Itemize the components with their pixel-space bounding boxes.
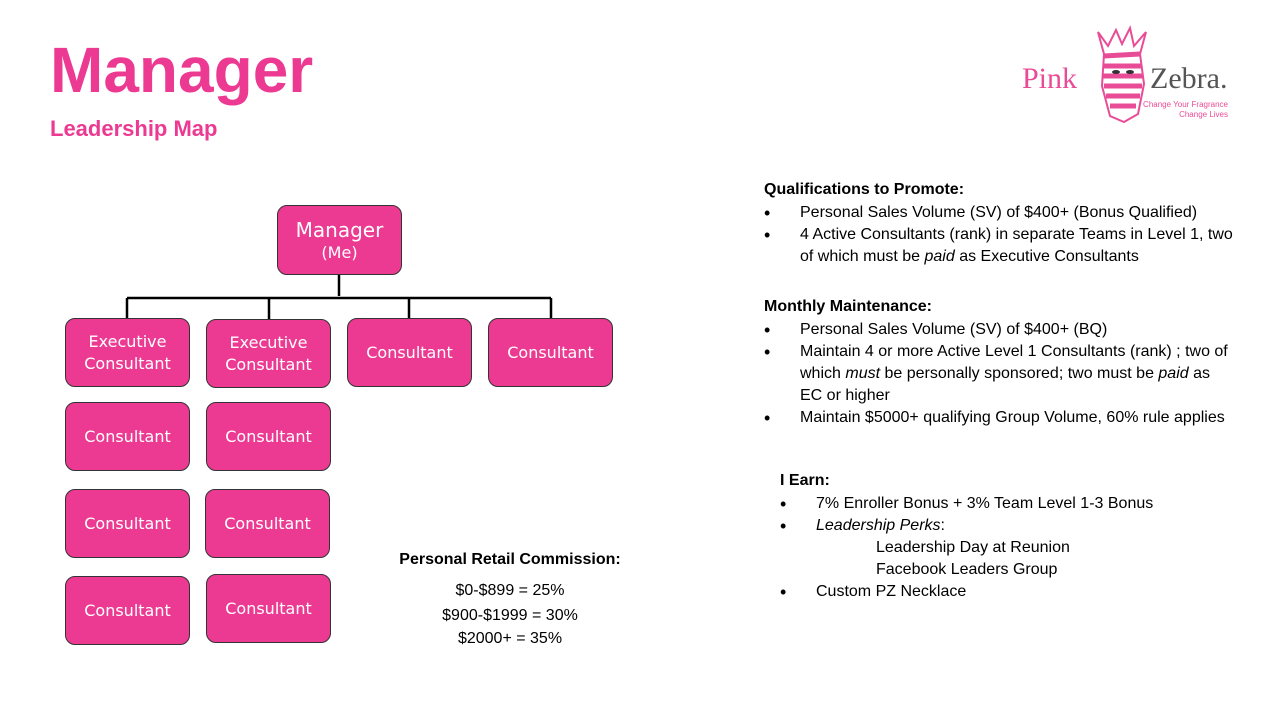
org-box-consultant bbox=[206, 402, 331, 471]
org-box-sublabel: (Me) bbox=[321, 243, 358, 262]
list-item: • Leadership Perks: Leadership Day at Reunion Facebook Leaders Group bbox=[780, 515, 1240, 581]
page-subtitle: Leadership Map bbox=[50, 116, 218, 141]
org-box-label: Consultant bbox=[84, 513, 171, 533]
org-box-label: Consultant bbox=[84, 426, 171, 446]
qualifications-title: Qualifications to Promote: bbox=[764, 181, 965, 198]
org-chart-connectors bbox=[0, 0, 700, 360]
org-box-consultant bbox=[488, 318, 613, 387]
org-box-consultant bbox=[347, 318, 472, 387]
org-box-consultant bbox=[206, 574, 331, 643]
org-box-consultant bbox=[65, 576, 190, 645]
org-box-manager bbox=[277, 205, 402, 275]
logo-word-zebra: Zebra. bbox=[1150, 62, 1228, 95]
org-box-label: Consultant bbox=[225, 598, 312, 618]
org-box-label: Executive Consultant bbox=[225, 332, 312, 374]
org-box-label: Consultant bbox=[224, 513, 311, 533]
list-item: • 7% Enroller Bonus + 3% Team Level 1-3 Bonus bbox=[780, 493, 1240, 515]
earn-title: I Earn: bbox=[780, 472, 830, 489]
maintenance-list bbox=[764, 319, 1234, 429]
logo-tagline-1: Change Your Fragrance bbox=[1143, 100, 1228, 109]
zebra-head-icon bbox=[1088, 24, 1158, 124]
org-box-label: Consultant bbox=[84, 600, 171, 620]
qualifications-list bbox=[764, 202, 1234, 268]
org-box-consultant bbox=[205, 489, 330, 558]
org-box-consultant bbox=[65, 402, 190, 471]
commission-tier: $900-$1999 = 30% bbox=[442, 607, 578, 624]
list-item: • Maintain $5000+ qualifying Group Volume, 60% rule applies bbox=[764, 407, 1234, 429]
org-box-label: Consultant bbox=[366, 342, 453, 362]
commission-tier: $2000+ = 35% bbox=[457, 630, 563, 647]
org-box-executive-consultant bbox=[206, 319, 331, 388]
maintenance-title: Monthly Maintenance: bbox=[764, 298, 933, 315]
commission-tier: $0-$899 = 25% bbox=[455, 582, 565, 599]
perk-item: Facebook Leaders Group bbox=[876, 561, 1058, 578]
page-title: Manager bbox=[50, 34, 314, 106]
org-box-executive-consultant bbox=[65, 318, 190, 387]
list-item: • Personal Sales Volume (SV) of $400+ (Bonus Qualified) bbox=[764, 202, 1234, 224]
org-box-label: Consultant bbox=[225, 426, 312, 446]
perk-item: Leadership Day at Reunion bbox=[876, 539, 1070, 556]
earn-list bbox=[780, 493, 1240, 603]
org-box-label: Executive Consultant bbox=[84, 331, 171, 373]
list-item: • Personal Sales Volume (SV) of $400+ (BQ) bbox=[764, 319, 1234, 341]
pink-zebra-logo bbox=[1020, 22, 1240, 126]
logo-word-pink: Pink bbox=[1022, 62, 1078, 95]
logo-tagline-2: Change Lives bbox=[1179, 110, 1228, 119]
org-box-consultant bbox=[65, 489, 190, 558]
org-box-label: Manager bbox=[295, 218, 384, 242]
retail-commission-title: Personal Retail Commission: bbox=[399, 551, 621, 568]
org-box-label: Consultant bbox=[507, 342, 594, 362]
list-item: • 4 Active Consultants (rank) in separate Teams in Level 1, two of which must be paid as Executive Consultants bbox=[764, 224, 1234, 268]
list-item: • Maintain 4 or more Active Level 1 Consultants (rank) ; two of which must be personally sponsored; two must be paid as EC or higher bbox=[764, 341, 1234, 407]
list-item: • Custom PZ Necklace bbox=[780, 581, 1240, 603]
